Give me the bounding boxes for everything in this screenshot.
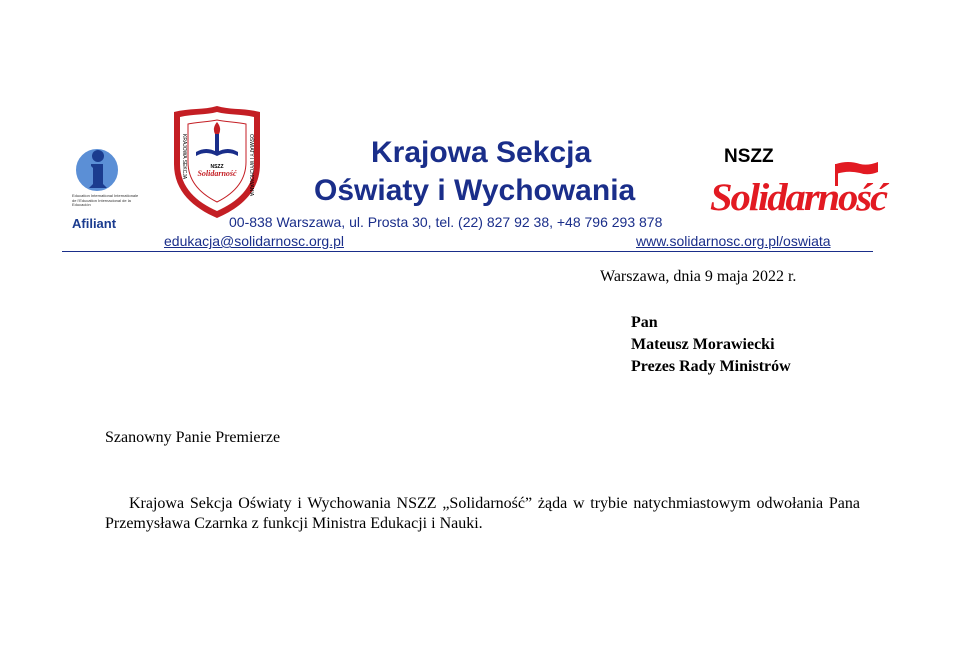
ei-afiliant-label: Afiliant (72, 216, 117, 231)
ei-small-text: Education International Internationale de l'Education Internacional de la Educación (72, 193, 139, 207)
recipient-line1: Pan (631, 314, 658, 331)
svg-text:Solidarność: Solidarność (197, 169, 237, 178)
nszz-label: NSZZ (724, 146, 774, 167)
salutation: Szanowny Panie Premierze (105, 429, 281, 446)
svg-text:KRAJOWA SEKCJA: KRAJOWA SEKCJA (181, 134, 187, 180)
place-and-date: Warszawa, dnia 9 maja 2022 r. (600, 268, 797, 285)
contact-address: 00-838 Warszawa, ul. Prosta 30, tel. (22) 827 92 38, +48 796 293 878 (229, 214, 663, 230)
letter-body: Krajowa Sekcja Oświaty i Wychowania NSZZ „Solidarność” żąda w trybie natychmiastowym odwołania Pana Przemysława Czarnka z funkcji Ministra Edukacji i Nauki. (105, 495, 860, 532)
website-link[interactable]: www.solidarnosc.org.pl/oswiata (636, 233, 831, 249)
education-international-logo (64, 140, 144, 235)
education-international-i-icon (72, 144, 122, 194)
section-title-line1: Krajowa Sekcja (371, 136, 592, 169)
header-divider (62, 251, 873, 252)
book-and-torch-shield-icon (170, 104, 264, 220)
email-link[interactable]: edukacja@solidarnosc.org.pl (164, 233, 344, 249)
section-title-line2: Oświaty i Wychowania (314, 174, 636, 207)
recipient-name: Mateusz Morawiecki (631, 336, 775, 353)
solidarnosc-wordmark: Solidarność (710, 176, 890, 218)
svg-text:NSZZ: NSZZ (210, 164, 224, 170)
recipient-block (631, 312, 791, 378)
solidarnosc-logo (708, 160, 890, 218)
section-shield-logo (170, 104, 264, 220)
recipient-title: Prezes Rady Ministrów (631, 358, 791, 375)
svg-text:OŚWIATY I WYCHOWANIA: OŚWIATY I WYCHOWANIA (248, 134, 254, 197)
solidarnosc-wordmark-icon (708, 160, 890, 218)
